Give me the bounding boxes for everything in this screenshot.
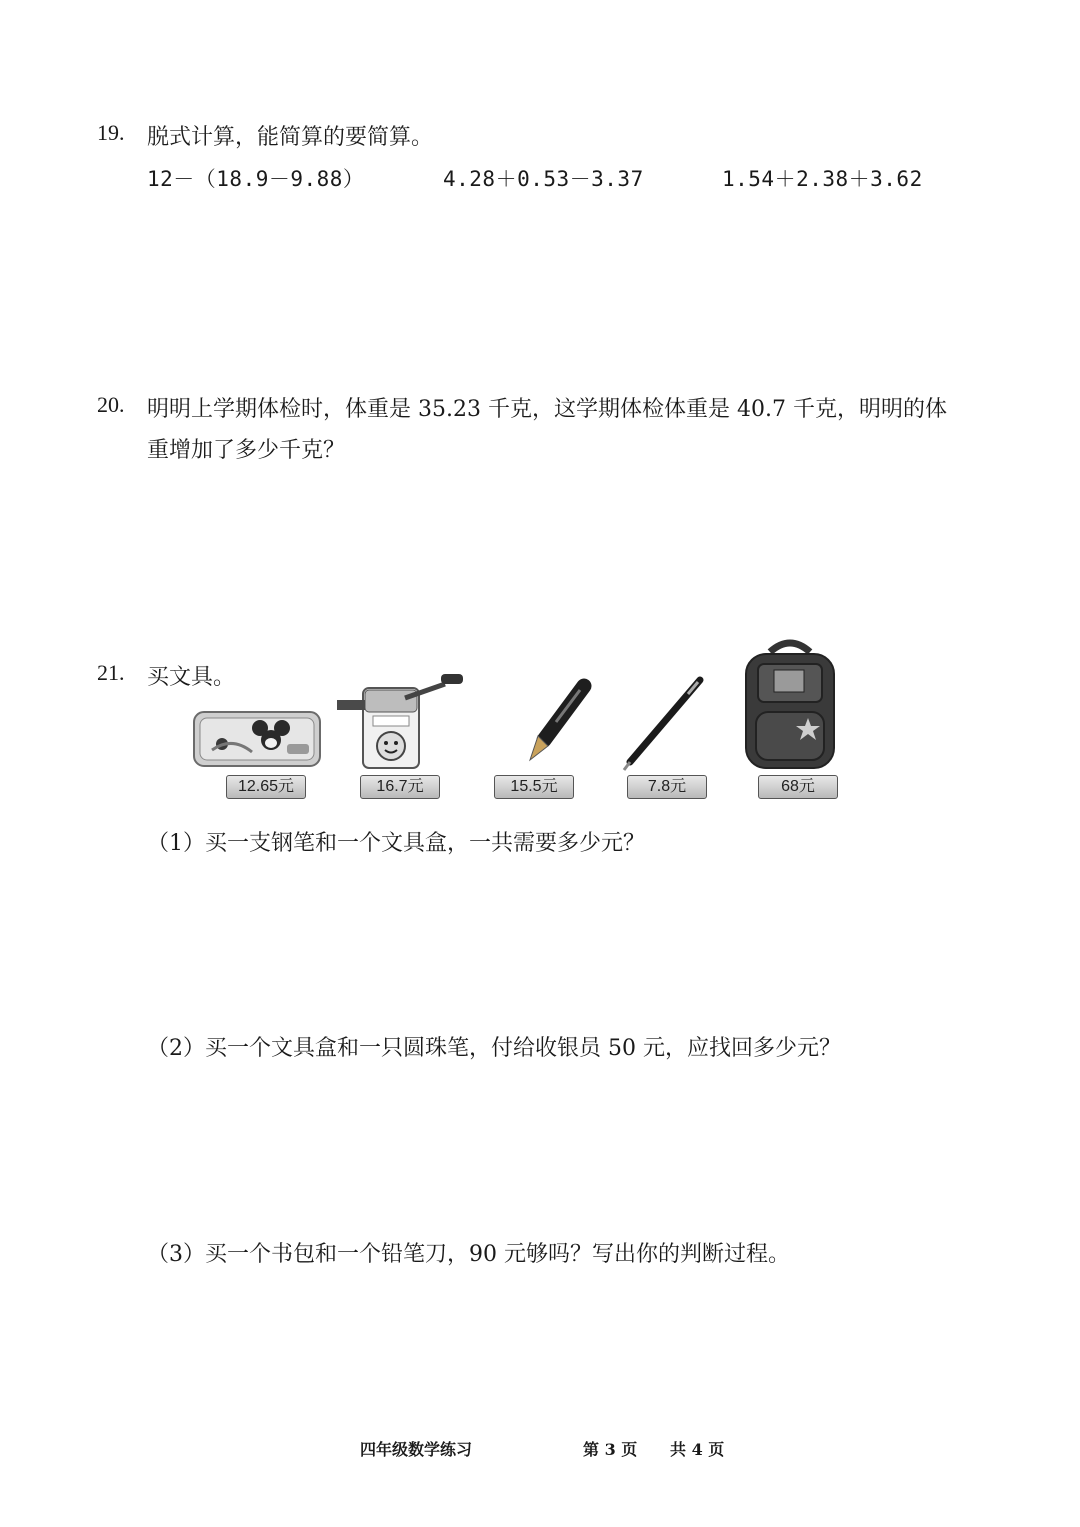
pencil-sharpener-icon	[335, 670, 465, 770]
footer-subject: 四年级数学练习	[360, 1440, 473, 1459]
q19-number: 19.	[97, 120, 125, 145]
q19-expression-1: 12－（18.9－9.88）	[147, 167, 365, 191]
fountain-pen-icon	[520, 678, 594, 764]
q20-number: 20.	[97, 392, 125, 417]
price-tag-pencil-sharpener: 16.7元	[360, 775, 440, 799]
price-tag-ballpoint-pen: 7.8元	[627, 775, 707, 799]
q21-number: 21.	[97, 660, 125, 685]
q19-expression-3: 1.54＋2.38＋3.62	[722, 167, 923, 191]
footer-total-pages: 共 4 页	[670, 1440, 725, 1459]
price-tag-pencil-case: 12.65元	[226, 775, 306, 799]
q21-text: 买文具。	[147, 665, 236, 690]
price-tag-fountain-pen: 15.5元	[494, 775, 574, 799]
q19-expression-2: 4.28＋0.53－3.37	[443, 167, 644, 191]
q21-sub-question-2: （2）买一个文具盒和一只圆珠笔，付给收银员 50 元，应找回多少元？	[147, 1036, 841, 1061]
footer-page-number: 第 3 页	[583, 1440, 638, 1459]
backpack-icon	[740, 636, 840, 770]
price-tag-backpack: 68元	[758, 775, 838, 799]
q20-line-1: 明明上学期体检时，体重是 35.23 千克，这学期体检体重是 40.7 千克，明明的体	[147, 397, 947, 422]
pencil-case-icon	[192, 706, 324, 770]
q21-sub-question-3: （3）买一个书包和一个铅笔刀，90 元够吗？写出你的判断过程。	[147, 1242, 790, 1267]
q20-line-2: 重增加了多少千克？	[147, 438, 346, 463]
q19-text: 脱式计算，能简算的要简算。	[147, 125, 434, 150]
ballpoint-pen-icon	[618, 674, 708, 774]
q21-sub-question-1: （1）买一支钢笔和一个文具盒，一共需要多少元？	[147, 831, 645, 856]
